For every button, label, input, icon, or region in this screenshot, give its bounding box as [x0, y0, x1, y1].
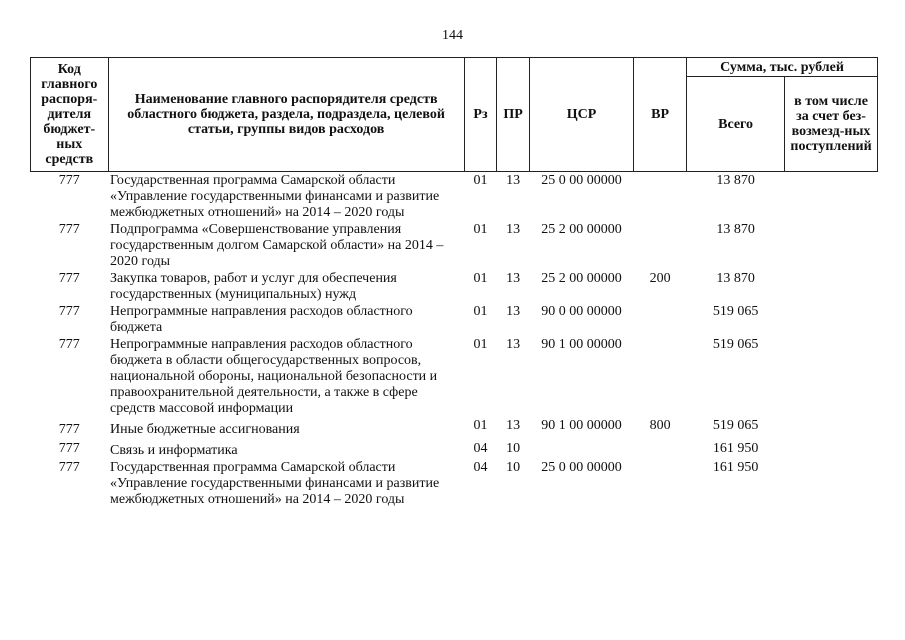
- row-vr: [634, 303, 687, 336]
- table-row: [31, 270, 878, 303]
- row-name: Закупка товаров, работ и услуг для обеспечения государственных (муниципальных) нужд: [110, 271, 397, 302]
- row-vr: [634, 221, 687, 270]
- row-code: 777: [58, 422, 80, 437]
- row-vr: 800: [649, 418, 671, 433]
- row-pr: 13: [506, 173, 521, 188]
- header-vr: ВР: [634, 58, 687, 172]
- row-name: Иные бюджетные ассигнования: [110, 422, 300, 437]
- row-rz: 01: [473, 173, 488, 188]
- row-total: 519 065: [712, 337, 759, 352]
- header-rz: Рз: [464, 58, 497, 172]
- row-code: 777: [58, 460, 80, 475]
- row-code: 777: [58, 271, 80, 286]
- row-vr: 200: [649, 271, 671, 286]
- row-incl: [785, 336, 878, 417]
- header-name: Наименование главного распорядителя средств областного бюджета, раздела, подраздела, целевой статьи, группы видов расходов: [108, 58, 464, 172]
- row-vr: [634, 438, 687, 459]
- row-total: 519 065: [712, 418, 759, 433]
- table-row: [31, 303, 878, 336]
- row-incl: [785, 172, 878, 222]
- row-code: 777: [58, 304, 80, 319]
- row-csr: [529, 438, 633, 459]
- row-code: 777: [58, 337, 80, 352]
- budget-table: [30, 57, 878, 508]
- row-rz: 04: [473, 460, 488, 475]
- row-name: Государственная программа Самарской области «Управление государственными финансами и развитие межбюджетных отношений» на 2014 – 2020 годы: [110, 173, 440, 220]
- row-rz: 04: [473, 441, 488, 456]
- row-csr: 25 2 00 00000: [541, 271, 622, 286]
- row-incl: [785, 303, 878, 336]
- row-total: 161 950: [712, 441, 759, 456]
- row-pr: 13: [506, 418, 521, 433]
- row-rz: 01: [473, 222, 488, 237]
- row-name: Связь и информатика: [110, 443, 238, 458]
- row-csr: 25 0 00 00000: [541, 460, 622, 475]
- row-csr: 25 2 00 00000: [541, 222, 622, 237]
- row-incl: [785, 438, 878, 459]
- row-rz: 01: [473, 304, 488, 319]
- row-code: 777: [58, 441, 80, 456]
- header-pr: ПР: [497, 58, 530, 172]
- table-body: [31, 172, 878, 509]
- row-name: Непрограммные направления расходов областного бюджета: [110, 304, 413, 335]
- row-vr: [634, 172, 687, 222]
- table-row: [31, 459, 878, 508]
- row-csr: 90 0 00 00000: [541, 304, 622, 319]
- row-rz: 01: [473, 271, 488, 286]
- table-row: [31, 336, 878, 417]
- row-csr: 25 0 00 00000: [541, 173, 622, 188]
- header-code: Код главного распоря-дителя бюджет-ных средств: [31, 58, 109, 172]
- row-rz: 01: [473, 337, 488, 352]
- row-pr: 13: [506, 337, 521, 352]
- row-incl: [785, 221, 878, 270]
- header-sum: Сумма, тыс. рублей: [687, 58, 878, 77]
- table-row: [31, 221, 878, 270]
- row-total: 13 870: [716, 222, 755, 237]
- row-total: 13 870: [716, 173, 755, 188]
- row-csr: 90 1 00 00000: [541, 337, 622, 352]
- row-code: 777: [58, 173, 80, 188]
- row-pr: 13: [506, 271, 521, 286]
- row-vr: [634, 336, 687, 417]
- row-incl: [785, 270, 878, 303]
- table-row: [31, 438, 878, 459]
- page-number: 144: [442, 28, 463, 43]
- row-rz: 01: [473, 418, 488, 433]
- header-csr: ЦСР: [529, 58, 633, 172]
- row-name: Государственная программа Самарской области «Управление государственными финансами и развитие межбюджетных отношений» на 2014 – 2020 годы: [110, 460, 440, 507]
- table-header: [31, 58, 878, 172]
- row-pr: 13: [506, 304, 521, 319]
- row-csr: 90 1 00 00000: [541, 418, 622, 433]
- header-incl: в том числе за счет без-возмезд-ных поступлений: [785, 77, 878, 172]
- row-total: 519 065: [712, 304, 759, 319]
- table-row: [31, 417, 878, 438]
- row-pr: 10: [506, 460, 521, 475]
- row-pr: 13: [506, 222, 521, 237]
- row-vr: [634, 459, 687, 508]
- row-total: 13 870: [716, 271, 755, 286]
- table-row: [31, 172, 878, 222]
- row-incl: [785, 417, 878, 438]
- header-total: Всего: [687, 77, 785, 172]
- row-pr: 10: [506, 441, 521, 456]
- row-total: 161 950: [712, 460, 759, 475]
- row-code: 777: [58, 222, 80, 237]
- row-incl: [785, 459, 878, 508]
- row-name: Подпрограмма «Совершенствование управления государственным долгом Самарской области» на 2014 – 2020 годы: [110, 222, 444, 269]
- row-name: Непрограммные направления расходов областного бюджета в области общегосударственных вопросов, национальной обороны, национальной безопасности и правоохранительной деятельности, а также в сфере средств массовой информации: [110, 337, 438, 416]
